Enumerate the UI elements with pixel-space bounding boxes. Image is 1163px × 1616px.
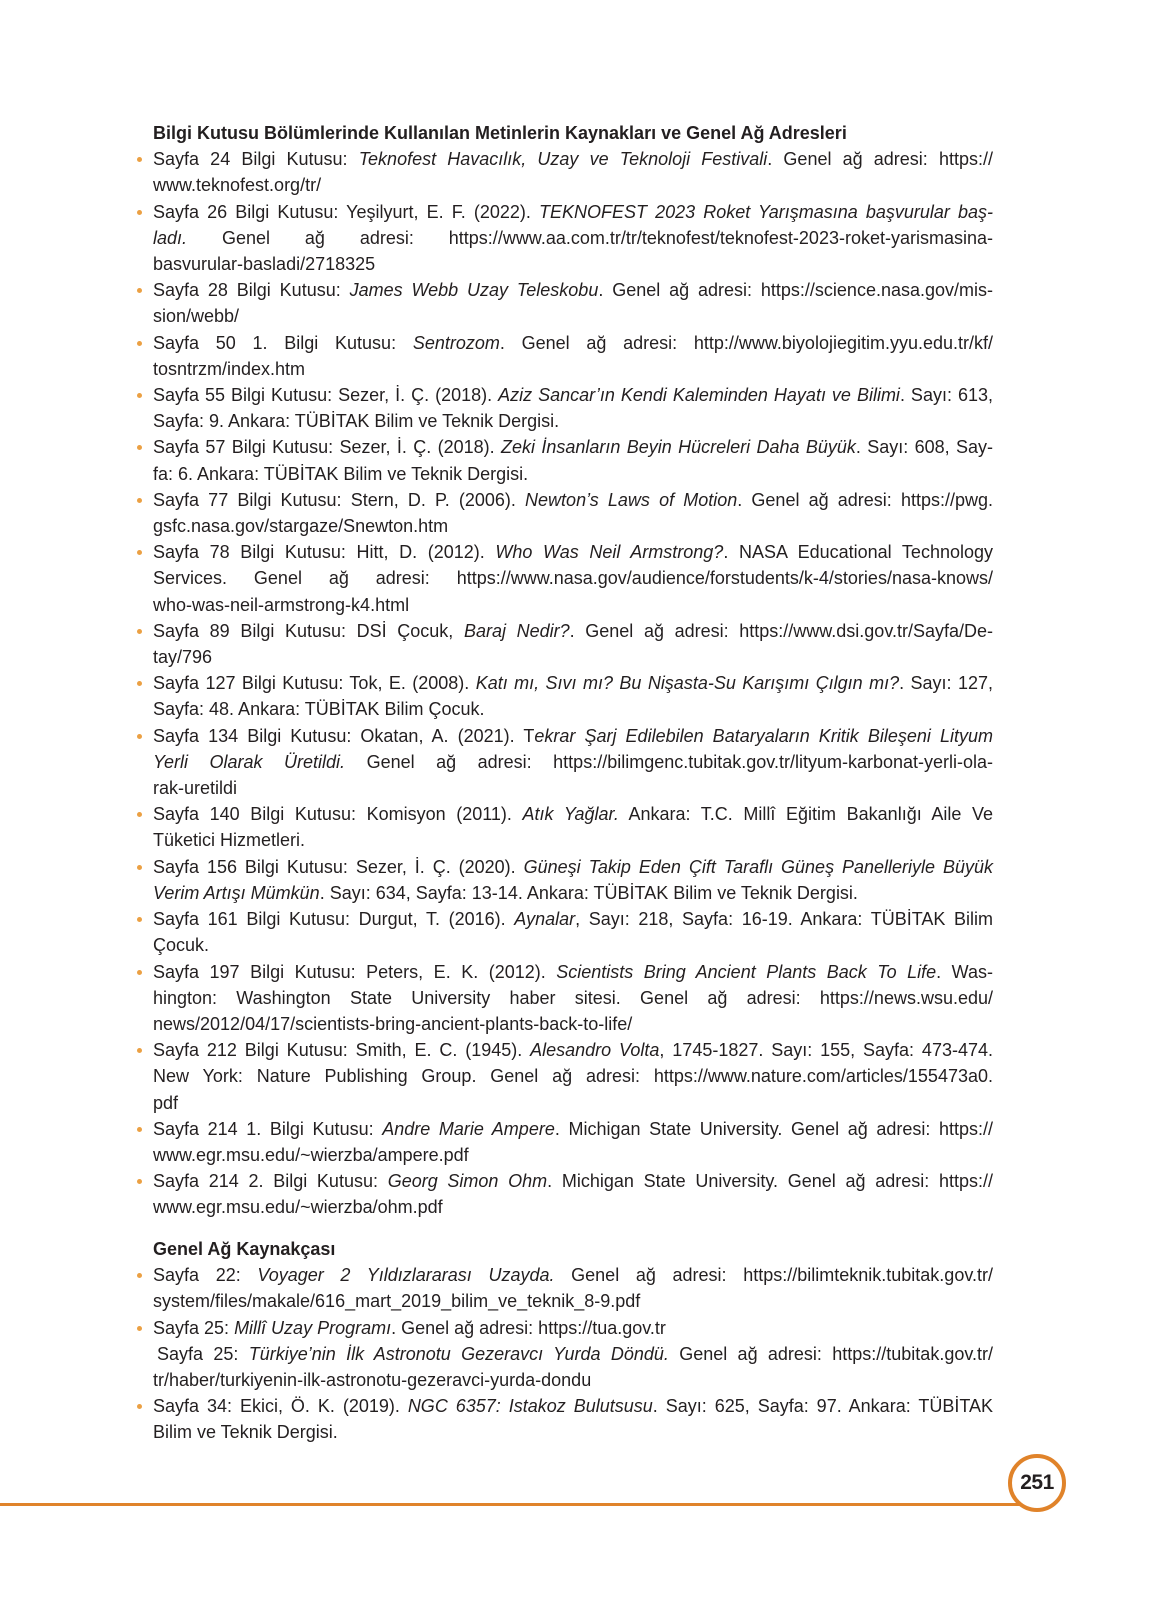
reference-line bbox=[153, 985, 993, 1011]
reference-text: . Sayı: 608, Say- bbox=[855, 437, 993, 458]
section-heading: Bilgi Kutusu Bölümlerinde Kullanılan Metinlerin Kaynakları ve Genel Ağ Adresleri bbox=[153, 123, 847, 143]
bullet-icon bbox=[137, 498, 142, 503]
reference-line bbox=[153, 146, 993, 172]
reference-title: Katı mı, Sıvı mı? Bu Nişasta-Su Karışımı Çılgın mı? bbox=[475, 673, 900, 694]
reference-text: Genel ağ adresi: https://bilimteknik.tubitak.gov.tr/ bbox=[554, 1265, 993, 1286]
source-section-web-bibliography bbox=[153, 1236, 993, 1446]
reference-line bbox=[153, 1341, 993, 1367]
reference-title: Atık Yağlar. bbox=[522, 804, 619, 825]
reference-text: Sayfa 25: bbox=[157, 1343, 249, 1364]
reference-item bbox=[153, 330, 993, 382]
reference-line bbox=[153, 172, 993, 198]
reference-text: . Genel ağ adresi: http://www.biyolojiegitim.yyu.edu.tr/kf/ bbox=[499, 332, 994, 353]
bullet-icon bbox=[137, 288, 142, 293]
section-heading: Genel Ağ Kaynakçası bbox=[153, 1239, 336, 1260]
reference-line bbox=[153, 644, 993, 670]
reference-line bbox=[153, 382, 993, 408]
reference-title: Scientists Bring Ancient Plants Back To Life bbox=[556, 961, 937, 982]
reference-item bbox=[153, 854, 993, 906]
reference-item bbox=[153, 959, 993, 1038]
reference-line bbox=[153, 487, 993, 513]
bullet-icon bbox=[137, 210, 142, 215]
reference-text: Sayfa 57 Bilgi Kutusu: Sezer, İ. Ç. (2018). bbox=[153, 437, 501, 458]
reference-text: basvurular-basladi/2718325 bbox=[153, 254, 376, 275]
reference-title: Alesandro Volta bbox=[530, 1040, 660, 1061]
reference-text: . Michigan State University. Genel ağ adresi: https:// bbox=[547, 1171, 993, 1192]
reference-line bbox=[153, 906, 993, 932]
bullet-icon bbox=[137, 1127, 142, 1132]
reference-text: Genel ağ adresi: https://tubitak.gov.tr/ bbox=[668, 1343, 994, 1364]
reference-line bbox=[153, 1011, 993, 1037]
reference-line bbox=[153, 434, 993, 460]
reference-item bbox=[153, 434, 993, 486]
reference-title: Millî Uzay Programı bbox=[234, 1317, 392, 1338]
reference-text: Sayfa 212 Bilgi Kutusu: Smith, E. C. (1945). bbox=[153, 1040, 531, 1061]
reference-text: . NASA Educational Technology bbox=[723, 542, 993, 563]
reference-text: tr/haber/turkiyenin-ilk-astronotu-gezeravci-yurda-dondu bbox=[153, 1370, 592, 1391]
reference-line bbox=[153, 303, 993, 329]
reference-text: Sayfa 161 Bilgi Kutusu: Durgut, T. (2016). bbox=[153, 909, 515, 930]
reference-line bbox=[153, 1288, 993, 1314]
reference-item bbox=[153, 801, 993, 853]
bullet-icon bbox=[137, 917, 142, 922]
reference-title: Teknofest Havacılık, Uzay ve Teknoloji Festivali bbox=[358, 149, 768, 170]
reference-item bbox=[153, 1116, 993, 1168]
reference-text: www.teknofest.org/tr/ bbox=[153, 175, 322, 196]
reference-line bbox=[153, 330, 993, 356]
reference-item bbox=[153, 539, 993, 618]
reference-title: Voyager 2 Yıldızlararası Uzayda. bbox=[257, 1265, 555, 1286]
reference-title: NGC 6357: Istakoz Bulutsusu bbox=[407, 1396, 653, 1417]
reference-item bbox=[153, 146, 993, 198]
reference-title: ladı. bbox=[153, 227, 188, 248]
reference-line bbox=[153, 539, 993, 565]
reference-text: Sayfa 28 Bilgi Kutusu: bbox=[153, 280, 350, 301]
reference-text: Sayfa 89 Bilgi Kutusu: DSİ Çocuk, bbox=[153, 620, 464, 641]
reference-line bbox=[153, 1367, 993, 1393]
reference-line bbox=[153, 1063, 993, 1089]
reference-line bbox=[153, 749, 993, 775]
reference-line bbox=[153, 356, 993, 382]
bullet-icon bbox=[137, 157, 142, 162]
reference-text: Sayfa 25: bbox=[153, 1317, 235, 1338]
reference-item bbox=[153, 1315, 993, 1394]
reference-title: James Webb Uzay Teleskobu bbox=[349, 280, 599, 301]
reference-text: hington: Washington State University haber sitesi. Genel ağ adresi: https://news.wsu.edu/ bbox=[153, 987, 993, 1008]
reference-text: fa: 6. Ankara: TÜBİTAK Bilim ve Teknik Dergisi. bbox=[153, 463, 529, 484]
reference-text: Tüketici Hizmetleri. bbox=[153, 830, 306, 851]
reference-title: Aziz Sancar’ın Kendi Kaleminden Hayatı ve Bilimi bbox=[498, 385, 900, 406]
reference-item bbox=[153, 487, 993, 539]
reference-line bbox=[153, 592, 993, 618]
reference-text: Sayfa 214 1. Bilgi Kutusu: bbox=[153, 1118, 383, 1139]
reference-text: news/2012/04/17/scientists-bring-ancient-plants-back-to-life/ bbox=[153, 1013, 633, 1034]
reference-text: Sayfa 55 Bilgi Kutusu: Sezer, İ. Ç. (2018). bbox=[153, 385, 499, 406]
reference-text: Sayfa 134 Bilgi Kutusu: Okatan, A. (2021). T bbox=[153, 725, 535, 746]
reference-line bbox=[153, 880, 993, 906]
reference-line bbox=[153, 199, 993, 225]
reference-text: Sayfa 34: Ekici, Ö. K. (2019). bbox=[153, 1396, 408, 1417]
reference-line bbox=[153, 723, 993, 749]
reference-text: Ankara: T.C. Millî Eğitim Bakanlığı Aile Ve bbox=[618, 804, 993, 825]
bullet-icon bbox=[137, 1404, 142, 1409]
reference-text: Sayfa: 48. Ankara: TÜBİTAK Bilim Çocuk. bbox=[153, 699, 485, 720]
reference-text: . Sayı: 634, Sayfa: 13-14. Ankara: TÜBİTAK Bilim ve Teknik Dergisi. bbox=[319, 882, 858, 903]
reference-line bbox=[153, 1262, 993, 1288]
reference-text: Sayfa 26 Bilgi Kutusu: Yeşilyurt, E. F. (2022). bbox=[153, 201, 539, 222]
reference-text: Sayfa 156 Bilgi Kutusu: Sezer, İ. Ç. (2020). bbox=[153, 856, 524, 877]
bullet-icon bbox=[137, 341, 142, 346]
reference-text: . Genel ağ adresi: https:// bbox=[767, 149, 993, 170]
reference-line bbox=[153, 1194, 993, 1220]
reference-line bbox=[153, 775, 993, 801]
reference-line bbox=[153, 1090, 993, 1116]
bullet-icon bbox=[137, 393, 142, 398]
reference-text: www.egr.msu.edu/~wierzba/ohm.pdf bbox=[153, 1197, 443, 1218]
reference-text: sion/webb/ bbox=[153, 306, 240, 327]
page-number-badge bbox=[1008, 1454, 1066, 1512]
reference-text: tosntrzm/index.htm bbox=[153, 358, 306, 379]
reference-text: , Sayı: 218, Sayfa: 16-19. Ankara: TÜBİTAK Bilim bbox=[575, 909, 993, 930]
reference-line bbox=[153, 670, 993, 696]
reference-title: Who Was Neil Armstrong? bbox=[495, 542, 724, 563]
reference-text: www.egr.msu.edu/~wierzba/ampere.pdf bbox=[153, 1144, 469, 1165]
reference-item bbox=[153, 670, 993, 722]
reference-line bbox=[153, 1393, 993, 1419]
reference-text: , 1745-1827. Sayı: 155, Sayfa: 473-474. bbox=[659, 1040, 993, 1061]
reference-line bbox=[153, 696, 993, 722]
reference-item bbox=[153, 1393, 993, 1445]
reference-text: Genel ağ adresi: https://bilimgenc.tubitak.gov.tr/lityum-karbonat-yerli-ola- bbox=[345, 751, 993, 772]
bullet-icon bbox=[137, 681, 142, 686]
reference-title: Aynalar bbox=[514, 909, 576, 930]
reference-text: Sayfa 140 Bilgi Kutusu: Komisyon (2011). bbox=[153, 804, 523, 825]
reference-text: Sayfa 214 2. Bilgi Kutusu: bbox=[153, 1171, 388, 1192]
reference-item bbox=[153, 277, 993, 329]
reference-item bbox=[153, 1037, 993, 1116]
reference-title: Andre Marie Ampere bbox=[382, 1118, 555, 1139]
reference-title: Türkiye’nin İlk Astronotu Gezeravcı Yurda Döndü. bbox=[248, 1343, 669, 1364]
reference-line bbox=[153, 1037, 993, 1063]
reference-line bbox=[153, 1168, 993, 1194]
bullet-icon bbox=[137, 734, 142, 739]
bullet-icon bbox=[137, 629, 142, 634]
reference-text: Genel ağ adresi: https://www.aa.com.tr/tr/teknofest/teknofest-2023-roket-yarismasina- bbox=[187, 227, 993, 248]
reference-line bbox=[153, 1419, 993, 1445]
bullet-icon bbox=[137, 445, 142, 450]
reference-text: . Michigan State University. Genel ağ adresi: https:// bbox=[554, 1118, 993, 1139]
reference-line bbox=[153, 565, 993, 591]
reference-text: Sayfa 127 Bilgi Kutusu: Tok, E. (2008). bbox=[153, 673, 476, 694]
reference-line bbox=[153, 1142, 993, 1168]
reference-text: Çocuk. bbox=[153, 935, 210, 956]
reference-item bbox=[153, 199, 993, 278]
reference-text: Sayfa 24 Bilgi Kutusu: bbox=[153, 149, 359, 170]
reference-title: Sentrozom bbox=[412, 332, 500, 353]
reference-item bbox=[153, 906, 993, 958]
reference-line bbox=[153, 827, 993, 853]
reference-text: system/files/makale/616_mart_2019_bilim_ve_teknik_8-9.pdf bbox=[153, 1291, 641, 1312]
reference-line bbox=[153, 1116, 993, 1142]
reference-title: Güneşi Takip Eden Çift Taraflı Güneş Panelleriyle Büyük bbox=[523, 856, 994, 877]
reference-text: tay/796 bbox=[153, 647, 213, 668]
reference-text: . Genel ağ adresi: https://pwg. bbox=[737, 489, 993, 510]
reference-text: . Genel ağ adresi: https://www.dsi.gov.tr/Sayfa/De- bbox=[569, 620, 994, 641]
reference-title: ekrar Şarj Edilebilen Bataryaların Kritik Bileşeni Lityum bbox=[534, 725, 994, 746]
reference-line bbox=[153, 251, 993, 277]
reference-title: Baraj Nedir? bbox=[463, 620, 570, 641]
reference-text: gsfc.nasa.gov/stargaze/Snewton.htm bbox=[153, 516, 449, 537]
reference-item bbox=[153, 618, 993, 670]
reference-text: Sayfa 50 1. Bilgi Kutusu: bbox=[153, 332, 413, 353]
footer-rule bbox=[0, 1503, 1020, 1506]
reference-text: Bilim ve Teknik Dergisi. bbox=[153, 1422, 338, 1443]
reference-line bbox=[153, 461, 993, 487]
reference-text: who-was-neil-armstrong-k4.html bbox=[153, 594, 410, 615]
reference-item bbox=[153, 1168, 993, 1220]
page-content bbox=[153, 120, 993, 1446]
reference-text: . Sayı: 127, bbox=[899, 673, 993, 694]
reference-line bbox=[153, 408, 993, 434]
bullet-icon bbox=[137, 550, 142, 555]
reference-title: TEKNOFEST 2023 Roket Yarışmasına başvurular baş- bbox=[538, 201, 993, 222]
reference-text: Sayfa 77 Bilgi Kutusu: Stern, D. P. (2006). bbox=[153, 489, 526, 510]
bullet-icon bbox=[137, 812, 142, 817]
reference-line bbox=[153, 854, 993, 880]
reference-title: Newton’s Laws of Motion bbox=[525, 489, 738, 510]
reference-text: Sayfa: 9. Ankara: TÜBİTAK Bilim ve Teknik Dergisi. bbox=[153, 411, 560, 432]
reference-text: . Genel ağ adresi: https://science.nasa.gov/mis- bbox=[598, 280, 993, 301]
reference-line bbox=[153, 959, 993, 985]
reference-item bbox=[153, 382, 993, 434]
reference-item bbox=[153, 723, 993, 802]
reference-text: . Sayı: 625, Sayfa: 97. Ankara: TÜBİTAK bbox=[652, 1396, 994, 1417]
page-number: 251 bbox=[1020, 1471, 1054, 1494]
bullet-icon bbox=[137, 1326, 142, 1331]
reference-text: . Sayı: 613, bbox=[899, 385, 993, 406]
reference-text: New York: Nature Publishing Group. Genel ağ adresi: https://www.nature.com/articles/155473a0. bbox=[153, 1066, 993, 1087]
reference-text: Sayfa 78 Bilgi Kutusu: Hitt, D. (2012). bbox=[153, 542, 496, 563]
bullet-icon bbox=[137, 1179, 142, 1184]
reference-title: Yerli Olarak Üretildi. bbox=[153, 751, 346, 772]
reference-line bbox=[153, 1315, 993, 1341]
bullet-icon bbox=[137, 970, 142, 975]
reference-text: Sayfa 22: bbox=[153, 1265, 258, 1286]
bullet-icon bbox=[137, 865, 142, 870]
reference-title: Georg Simon Ohm bbox=[387, 1171, 548, 1192]
reference-line bbox=[153, 225, 993, 251]
reference-line bbox=[153, 932, 993, 958]
reference-line bbox=[153, 277, 993, 303]
reference-text: pdf bbox=[153, 1092, 179, 1113]
reference-line bbox=[153, 618, 993, 644]
reference-text: . Genel ağ adresi: https://tua.gov.tr bbox=[391, 1317, 666, 1338]
reference-text: . Was- bbox=[936, 961, 994, 982]
source-section-info-boxes bbox=[153, 120, 993, 1221]
reference-text: rak-uretildi bbox=[153, 778, 238, 799]
bullet-icon bbox=[137, 1273, 142, 1278]
bullet-icon bbox=[137, 1048, 142, 1053]
reference-line bbox=[153, 513, 993, 539]
reference-line bbox=[153, 801, 993, 827]
reference-item bbox=[153, 1262, 993, 1314]
reference-text: Services. Genel ağ adresi: https://www.nasa.gov/audience/forstudents/k-4/stories/nasa-knows/ bbox=[153, 568, 993, 589]
reference-title: Zeki İnsanların Beyin Hücreleri Daha Büyük bbox=[500, 437, 856, 458]
reference-title: Verim Artışı Mümkün bbox=[153, 882, 320, 903]
reference-text: Sayfa 197 Bilgi Kutusu: Peters, E. K. (2012). bbox=[153, 961, 557, 982]
